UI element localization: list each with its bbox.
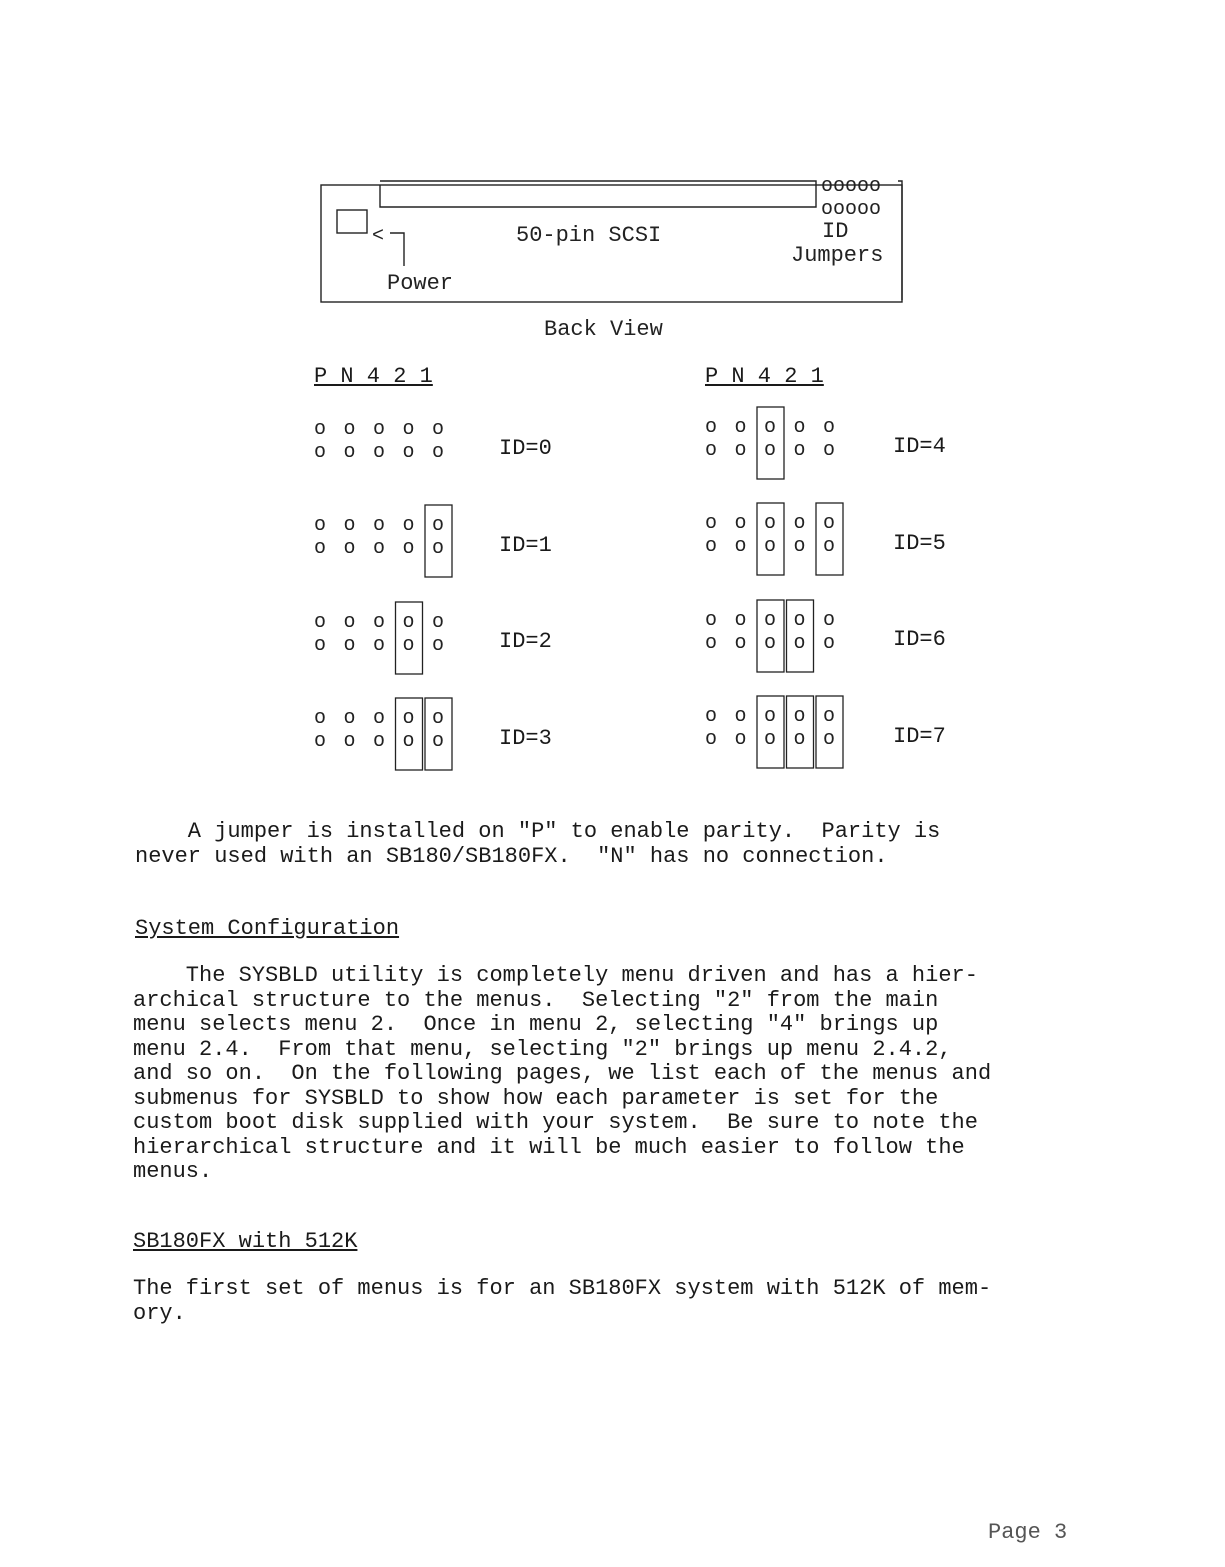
pin: o: [793, 512, 806, 535]
jumper-grid-id-6: [705, 600, 835, 672]
pin: o: [343, 441, 356, 464]
pin: o: [431, 537, 445, 560]
section-heading-sb180fx-512k: SB180FX with 512K: [133, 1229, 358, 1254]
id-label-6: ID=6: [893, 627, 946, 652]
pin: o: [313, 730, 327, 753]
pin: o: [734, 416, 747, 439]
pin: o: [431, 441, 445, 464]
pin: o: [431, 634, 445, 657]
pin: o: [431, 611, 445, 634]
id-jumper-pins-bottom: ooooo: [821, 198, 882, 221]
pin: o: [402, 514, 415, 537]
id-label-5: ID=5: [893, 531, 946, 556]
jumper-grid-id-1: [314, 505, 452, 577]
id-label: ID: [822, 219, 849, 244]
pin: o: [763, 512, 777, 535]
pin: o: [402, 730, 415, 753]
page-number: Page 3: [988, 1520, 1068, 1545]
jumper-grid-id-0: [314, 418, 444, 464]
pin: o: [822, 512, 836, 535]
pin: o: [313, 707, 327, 730]
pin: o: [704, 728, 718, 751]
section-heading-system-configuration: System Configuration: [135, 916, 400, 941]
id-label-4: ID=4: [893, 434, 946, 459]
pin: o: [402, 611, 415, 634]
parity-note: A jumper is installed on "P" to enable parity. Parity is never used with an SB180/SB180FX. "N" has no connection.: [135, 819, 941, 869]
pin: o: [313, 514, 327, 537]
back-view-caption: Back View: [544, 317, 663, 342]
pin: o: [343, 537, 356, 560]
pin: o: [704, 609, 718, 632]
pin: o: [343, 707, 356, 730]
pin: o: [704, 632, 718, 655]
pin: o: [431, 514, 445, 537]
id-jumper-pins-top: ooooo: [821, 175, 882, 198]
pin: o: [734, 512, 747, 535]
scsi-label: 50-pin SCSI: [516, 223, 662, 248]
pin: o: [793, 609, 806, 632]
pin: o: [313, 634, 327, 657]
pin: o: [704, 416, 718, 439]
pin: o: [763, 728, 777, 751]
pin: o: [763, 705, 777, 728]
pin: o: [343, 730, 356, 753]
power-arrow-head: <: [372, 225, 385, 248]
pin: o: [313, 611, 327, 634]
pin: o: [343, 514, 356, 537]
pin: o: [372, 441, 386, 464]
jumper-grid-id-2: [314, 602, 444, 674]
pin: o: [822, 632, 836, 655]
pin: o: [372, 707, 386, 730]
pin: o: [793, 535, 806, 558]
pin: o: [402, 707, 415, 730]
jumper-grid-id-7: [705, 696, 843, 768]
pin: o: [822, 535, 836, 558]
pin: o: [343, 418, 356, 441]
pin: o: [402, 537, 415, 560]
pin: o: [431, 707, 445, 730]
pin: o: [313, 537, 327, 560]
pin: o: [763, 439, 777, 462]
pin: o: [734, 535, 747, 558]
pin: o: [822, 416, 836, 439]
pin: o: [822, 439, 836, 462]
column-header-right: P N 4 2 1: [705, 364, 824, 389]
id-label-2: ID=2: [499, 629, 552, 654]
pin: o: [734, 705, 747, 728]
pin: o: [822, 705, 836, 728]
pin: o: [431, 418, 445, 441]
jumpers-label: Jumpers: [791, 243, 884, 268]
pin: o: [313, 441, 327, 464]
id-label-1: ID=1: [499, 533, 552, 558]
jumper-grid-id-4: [705, 407, 835, 479]
pin: o: [763, 609, 777, 632]
pin: o: [372, 634, 386, 657]
pin: o: [793, 416, 806, 439]
sb180fx-512k-body: The first set of menus is for an SB180FX system with 512K of mem- ory.: [133, 1276, 992, 1326]
pin: o: [402, 634, 415, 657]
pin: o: [402, 441, 415, 464]
pin: o: [704, 535, 718, 558]
pin: o: [372, 611, 386, 634]
pin: o: [734, 609, 747, 632]
pin: o: [402, 418, 415, 441]
system-configuration-body: The SYSBLD utility is completely menu driven and has a hier- archical structure to the menus. Selecting "2" from the main menu selects menu 2. Once in menu 2, selecting "4" brings up menu 2.4. From that menu, selecting "2" brings up menu 2.4.2, and so on. On the following pages, we list each of the menus and submenus for SYSBLD to show how each parameter is set for the custom boot disk supplied with your system. Be sure to note the hierarchical structure and it will be much easier to follow the menus.: [133, 963, 992, 1184]
pin: o: [372, 537, 386, 560]
pin: o: [793, 632, 806, 655]
pin: o: [793, 728, 806, 751]
pin: o: [372, 730, 386, 753]
id-label-3: ID=3: [499, 726, 552, 751]
pin: o: [313, 418, 327, 441]
pin: o: [793, 705, 806, 728]
jumper-grid-id-3: [314, 698, 452, 770]
pin: o: [734, 632, 747, 655]
pin: o: [763, 632, 777, 655]
pin: o: [763, 535, 777, 558]
pin: o: [704, 512, 718, 535]
id-label-0: ID=0: [499, 436, 552, 461]
pin: o: [763, 416, 777, 439]
pin: o: [372, 514, 386, 537]
pin: o: [343, 611, 356, 634]
pin: o: [704, 439, 718, 462]
pin: o: [431, 730, 445, 753]
pin: o: [704, 705, 718, 728]
pin: o: [793, 439, 806, 462]
column-header-left: P N 4 2 1: [314, 364, 433, 389]
pin: o: [734, 728, 747, 751]
pin: o: [822, 728, 836, 751]
pin: o: [734, 439, 747, 462]
jumper-grid-id-5: [705, 503, 843, 575]
pin: o: [343, 634, 356, 657]
pin: o: [822, 609, 836, 632]
id-label-7: ID=7: [893, 724, 946, 749]
power-label: Power: [387, 271, 454, 296]
pin: o: [372, 418, 386, 441]
